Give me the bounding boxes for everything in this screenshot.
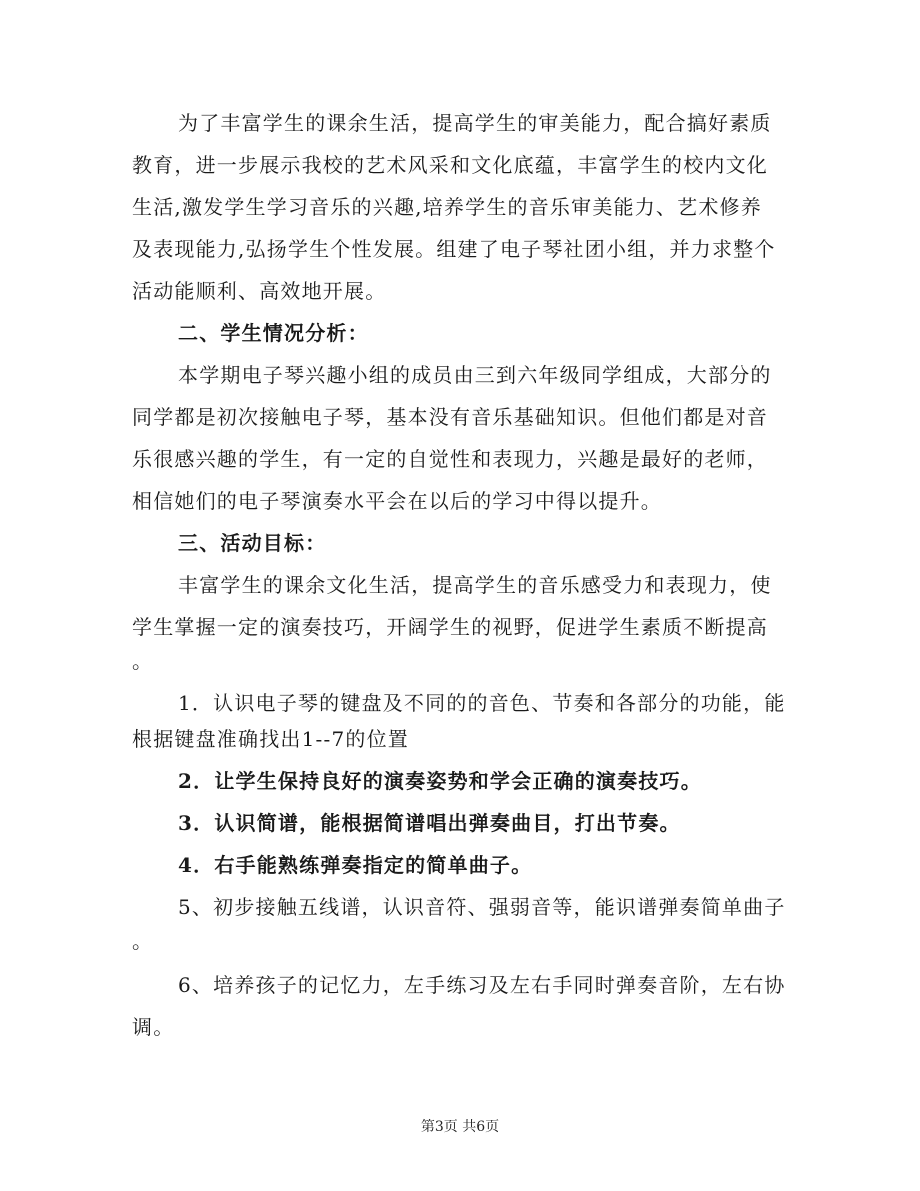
paragraph-intro-line-3: 生活,激发学生学习音乐的兴趣,培养学生的音乐审美能力、艺术修养	[132, 195, 762, 219]
paragraph-goals-line-1: 丰富学生的课余文化生活，提高学生的音乐感受力和表现力，使	[178, 573, 772, 597]
paragraph-intro-line-5: 活动能顺利、高效地开展。	[132, 279, 387, 303]
paragraph-intro-line-2: 教育，进一步展示我校的艺术风采和文化底蕴，丰富学生的校内文化	[132, 153, 768, 177]
paragraph-students-line-1: 本学期电子琴兴趣小组的成员由三到六年级同学组成，大部分的	[178, 363, 772, 387]
list-item-1-line-2: 根据键盘准确找出1--7的位置	[132, 727, 409, 751]
list-item-3: 3．认识简谱，能根据简谱唱出弹奏曲目，打出节奏。	[178, 811, 681, 835]
paragraph-students-line-3: 乐很感兴趣的学生，有一定的自觉性和表现力，兴趣是最好的老师，	[132, 447, 768, 471]
list-item-4: 4．右手能熟练弹奏指定的简单曲子。	[178, 853, 533, 877]
list-item-2: 2．让学生保持良好的演奏姿势和学会正确的演奏技巧。	[178, 769, 702, 793]
list-item-5-line-1: 5、初步接触五线谱，认识音符、强弱音等，能识谱弹奏简单曲子	[178, 895, 786, 919]
paragraph-students-line-4: 相信她们的电子琴演奏水平会在以后的学习中得以提升。	[132, 489, 662, 513]
section-heading-activity-goals: 三、活动目标：	[178, 531, 327, 555]
page-number-footer: 第3页 共6页	[420, 1119, 500, 1135]
paragraph-goals-line-2: 学生掌握一定的演奏技巧，开阔学生的视野，促进学生素质不断提高	[132, 615, 768, 639]
list-item-1-line-1: 1．认识电子琴的键盘及不同的的音色、节奏和各部分的功能，能	[178, 691, 786, 715]
list-item-5-line-2: 。	[132, 929, 154, 953]
section-heading-student-analysis: 二、学生情况分析：	[178, 321, 369, 345]
list-item-6-line-1: 6、培养孩子的记忆力，左手练习及左右手同时弹奏音阶，左右协	[178, 973, 786, 997]
paragraph-students-line-2: 同学都是初次接触电子琴，基本没有音乐基础知识。但他们都是对音	[132, 405, 768, 429]
paragraph-intro-line-1: 为了丰富学生的课余生活，提高学生的审美能力，配合搞好素质	[178, 111, 772, 135]
paragraph-intro-line-4: 及表现能力,弘扬学生个性发展。组建了电子琴社团小组，并力求整个	[132, 237, 776, 261]
paragraph-goals-line-3: 。	[132, 649, 154, 673]
list-item-6-line-2: 调。	[132, 1015, 175, 1039]
